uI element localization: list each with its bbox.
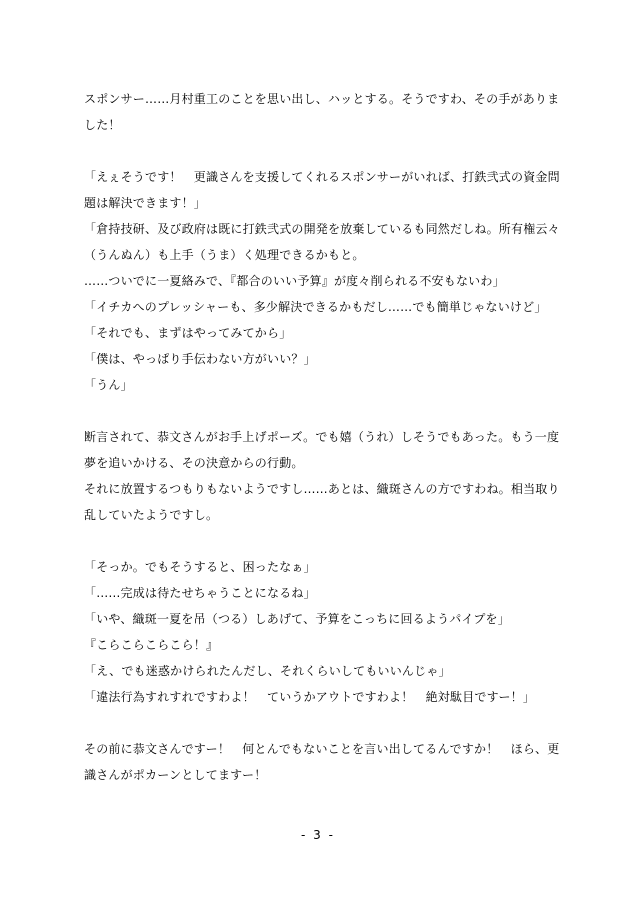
text-line: 乱していたようですし。 xyxy=(84,508,219,522)
blank-line xyxy=(84,138,560,164)
text-line: 「……完成は待たせちゃうことになるね」 xyxy=(84,586,316,600)
text-line: 「違法行為すれすれですわよ！ ていうかアウトですわよ！ 絶対駄目ですー！」 xyxy=(84,690,536,704)
text-line: 識さんがポカーンとしてますー！ xyxy=(84,768,267,782)
text-line: その前に恭文さんですー！ 何とんでもないことを言い出してるんですか！ ほら、更 xyxy=(84,742,560,756)
body-text xyxy=(84,86,560,788)
text-line: した！ xyxy=(84,118,121,132)
text-line: 「うん」 xyxy=(84,378,133,392)
text-line: （うんぬん）も上手（うま）く処理できるかもと。 xyxy=(84,248,365,262)
blank-line xyxy=(84,710,560,736)
text-line: 「そっか。でもそうすると、困ったなぁ」 xyxy=(84,560,316,574)
text-line: それに放置するつもりもないようですし……あとは、織斑さんの方ですわね。相当取り xyxy=(84,482,560,496)
text-line: 「僕は、やっぱり手伝わない方がいい？」 xyxy=(84,352,316,366)
text-line: 『こらこらこらこら！』 xyxy=(84,638,219,652)
text-line: 「倉持技研、及び政府は既に打鉄弐式の開発を放棄しているも同然だしね。所有権云々 xyxy=(84,222,560,236)
text-line: 「え、でも迷惑かけられたんだし、それくらいしてもいいんじゃ」 xyxy=(84,664,451,678)
text-line: 断言されて、恭文さんがお手上げポーズ。でも嬉（うれ）しそうでもあった。もう一度 xyxy=(84,430,560,444)
page-number: - 3 - xyxy=(301,828,335,842)
blank-line xyxy=(84,398,560,424)
text-line: 夢を追いかける、その決意からの行動。 xyxy=(84,456,304,470)
text-line: 「いや、織斑一夏を吊（つる）しあげて、予算をこっちに回るようパイプを」 xyxy=(84,612,510,626)
text-line: 「それでも、まずはやってみてから」 xyxy=(84,326,292,340)
blank-line xyxy=(84,528,560,554)
text-line: ……ついでに一夏絡みで、『都合のいい予算』が度々削られる不安もないわ」 xyxy=(84,274,505,288)
text-line: 「えぇそうです！ 更識さんを支援してくれるスポンサーがいれば、打鉄弐式の資金問 xyxy=(84,170,560,184)
text-line: 題は解決できます！」 xyxy=(84,196,207,210)
text-line: 「イチカへのプレッシャーも、多少解決できるかもだし……でも簡単じゃないけど」 xyxy=(84,300,547,314)
text-line: スポンサー……月村重工のことを思い出し、ハッとする。そうですわ、その手がありま xyxy=(84,92,560,106)
